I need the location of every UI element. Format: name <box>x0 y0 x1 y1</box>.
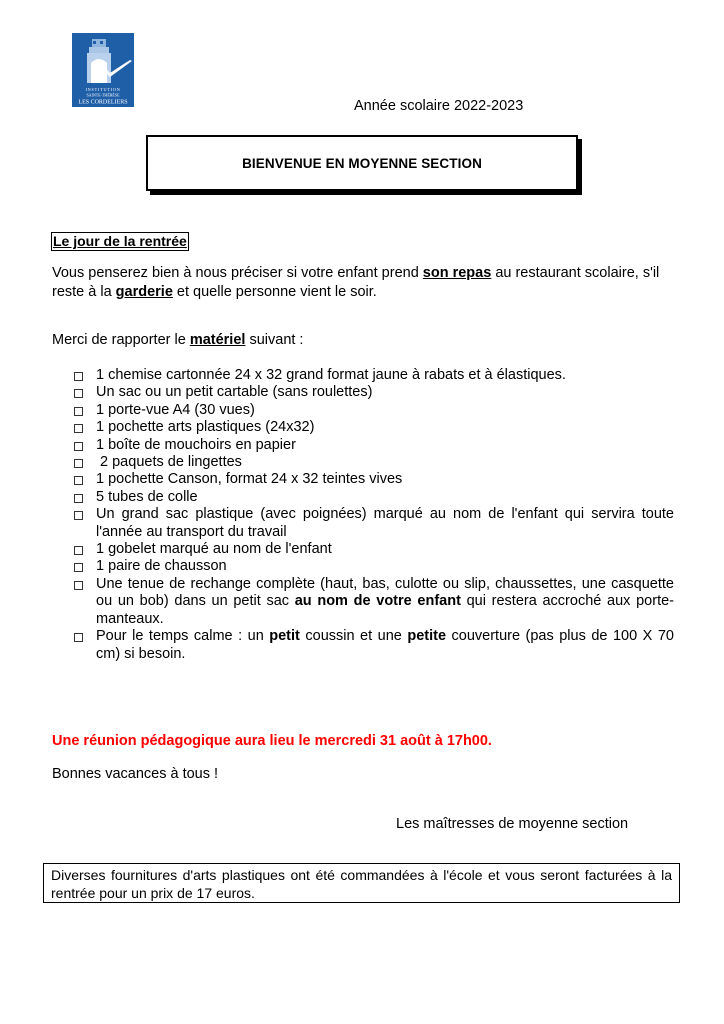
checkbox-icon[interactable] <box>74 459 83 468</box>
item-text: Un sac ou un petit cartable (sans roulettes) <box>96 384 373 401</box>
item-text: coussin et une <box>299 628 408 645</box>
checkbox-icon[interactable] <box>74 581 83 590</box>
list-item <box>72 384 674 401</box>
svg-text:LES CORDELIERS: LES CORDELIERS <box>78 99 128 106</box>
text: suivant : <box>245 332 304 348</box>
item-text: qui restera accroché aux porte-manteaux. <box>96 593 674 627</box>
checkbox-icon[interactable] <box>74 442 83 451</box>
list-item <box>72 454 674 471</box>
text: Vous penserez bien à nous préciser si votre enfant prend <box>52 265 423 281</box>
list-item <box>72 367 674 384</box>
item-emphasis: petite <box>407 628 447 645</box>
item-emphasis: au nom de votre enfant <box>294 593 461 610</box>
checkbox-icon[interactable] <box>74 563 83 572</box>
emphasis-material: matériel <box>189 332 246 348</box>
emphasis-lunch: son repas <box>422 265 492 281</box>
list-item <box>72 402 674 419</box>
checkbox-icon[interactable] <box>74 494 83 503</box>
item-text: 1 gobelet marqué au nom de l'enfant <box>96 541 332 558</box>
checkbox-icon[interactable] <box>74 407 83 416</box>
signature: Les maîtresses de moyenne section <box>396 816 629 832</box>
meeting-announcement: Une réunion pédagogique aura lieu le mercredi 31 août à 17h00. <box>52 733 492 749</box>
farewell-text: Bonnes vacances à tous ! <box>52 766 219 782</box>
checkbox-icon[interactable] <box>74 389 83 398</box>
checkbox-icon[interactable] <box>74 372 83 381</box>
page-title: BIENVENUE EN MOYENNE SECTION <box>242 155 482 171</box>
supplies-intro <box>52 331 674 350</box>
item-text: Un grand sac plastique (avec poignées) marqué au nom de l'enfant qui servira toute l'année au transport du travail <box>96 506 674 540</box>
checkbox-icon[interactable] <box>74 546 83 555</box>
list-item <box>72 506 674 541</box>
item-text: couverture (pas plus de 100 X 70 cm) si besoin. <box>96 628 674 662</box>
item-text: 1 pochette Canson, format 24 x 32 teintes vives <box>96 471 403 488</box>
item-text: 1 porte-vue A4 (30 vues) <box>96 401 255 418</box>
list-item <box>72 471 674 488</box>
supplies-list <box>72 367 674 663</box>
checkbox-icon[interactable] <box>74 511 83 520</box>
list-item <box>72 419 674 436</box>
item-emphasis: petit <box>269 628 300 645</box>
item-text: 1 chemise cartonnée 24 x 32 grand format jaune à rabats et à élastiques. <box>96 367 566 383</box>
item-text: Pour le temps calme : un <box>96 628 270 645</box>
item-text: 5 tubes de colle <box>96 488 198 505</box>
school-year: Année scolaire 2022-2023 <box>354 98 524 114</box>
list-item <box>72 489 674 506</box>
school-logo <box>72 33 134 107</box>
item-text: 1 pochette arts plastiques (24x32) <box>96 419 315 436</box>
checkbox-icon[interactable] <box>74 633 83 642</box>
svg-text:SAINTE-THÉRÈSE: SAINTE-THÉRÈSE <box>86 92 120 98</box>
checkbox-icon[interactable] <box>74 476 83 485</box>
list-item <box>72 558 674 575</box>
text: au restaurant scolaire, s'il reste à la <box>52 265 660 300</box>
first-day-paragraph <box>52 264 674 302</box>
list-item <box>72 541 674 558</box>
item-text: 2 paquets de lingettes <box>96 454 242 471</box>
text: Merci de rapporter le <box>52 332 190 348</box>
first-day-heading: Le jour de la rentrée <box>53 233 187 249</box>
supplies-fee-note: Diverses fournitures d'arts plastiques ont été commandées à l'école et vous seront facturées à la rentrée pour un prix de 17 euros. <box>43 863 680 903</box>
emphasis-daycare: garderie <box>115 284 173 300</box>
text: et quelle personne vient le soir. <box>172 284 377 300</box>
list-item <box>72 628 674 663</box>
list-item <box>72 437 674 454</box>
svg-text:INSTITUTION: INSTITUTION <box>85 87 121 92</box>
item-text: Une tenue de rechange complète (haut, bas, culotte ou slip, chaussettes, une casquette ou un bob) dans un petit sac <box>96 575 674 610</box>
title-box <box>146 135 578 191</box>
list-item <box>72 576 674 628</box>
item-text: 1 boîte de mouchoirs en papier <box>96 436 296 453</box>
checkbox-icon[interactable] <box>74 424 83 433</box>
item-text: 1 paire de chausson <box>96 558 227 575</box>
